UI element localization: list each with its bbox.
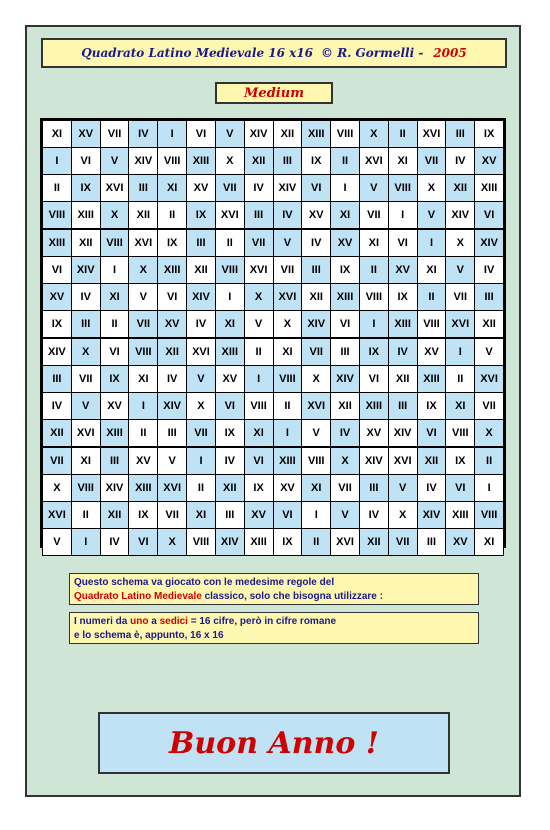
grid-cell: XIII (359, 393, 388, 420)
grid-cell: XVI (302, 393, 331, 420)
grid-cell: II (129, 420, 158, 448)
grid-cell: XIII (417, 366, 446, 393)
grid-cell: X (244, 284, 273, 311)
grid-cell: XVI (158, 475, 187, 502)
grid-cell: X (475, 420, 504, 448)
grid-cell: III (158, 420, 187, 448)
grid-cell: V (187, 366, 216, 393)
grid-cell: V (244, 311, 273, 339)
grid-cell: VII (417, 148, 446, 175)
grid-cell: XV (331, 229, 360, 257)
grid-cell: X (273, 311, 302, 339)
grid-table (42, 120, 504, 556)
grid-cell: I (215, 284, 244, 311)
grid-cell: III (417, 529, 446, 556)
grid-cell: XI (187, 502, 216, 529)
grid-cell: XVI (71, 420, 100, 448)
grid-cell: XIV (43, 338, 72, 366)
grid-cell: XIV (331, 366, 360, 393)
grid-cell: XVI (100, 175, 129, 202)
grid-cell: IX (129, 502, 158, 529)
grid-cell: IV (273, 202, 302, 230)
grid-cell: VII (71, 366, 100, 393)
grid-row (43, 148, 504, 175)
grid-cell: VI (129, 529, 158, 556)
grid-cell: V (129, 284, 158, 311)
grid-cell: II (417, 284, 446, 311)
grid-cell: XIV (187, 284, 216, 311)
grid-cell: XVI (446, 311, 475, 339)
grid-cell: I (359, 311, 388, 339)
grid-cell: IV (244, 175, 273, 202)
grid-cell: VIII (273, 366, 302, 393)
grid-cell: XV (215, 366, 244, 393)
grid-cell: XVI (187, 338, 216, 366)
grid-cell: IV (359, 502, 388, 529)
grid-cell: XI (244, 420, 273, 448)
grid-cell: VI (100, 338, 129, 366)
grid-cell: I (417, 229, 446, 257)
grid-cell: III (244, 202, 273, 230)
grid-cell: IX (215, 420, 244, 448)
grid-cell: VIII (388, 175, 417, 202)
grid-cell: XII (331, 393, 360, 420)
grid-cell: XV (273, 475, 302, 502)
grid-cell: XII (388, 366, 417, 393)
grid-cell: XVI (129, 229, 158, 257)
grid-cell: VIII (359, 284, 388, 311)
grid-cell: XI (100, 284, 129, 311)
grid-cell: III (215, 502, 244, 529)
latin-square-grid (40, 118, 506, 548)
grid-cell: VII (43, 447, 72, 475)
grid-cell: V (43, 529, 72, 556)
grid-cell: II (158, 202, 187, 230)
grid-cell: VI (158, 284, 187, 311)
grid-cell: XV (388, 257, 417, 284)
grid-cell: VII (100, 121, 129, 148)
grid-cell: VIII (100, 229, 129, 257)
grid-cell: VI (331, 311, 360, 339)
grid-cell: X (215, 148, 244, 175)
word-uno: uno (130, 616, 149, 627)
grid-cell: XIII (244, 529, 273, 556)
grid-cell: I (43, 148, 72, 175)
grid-cell: XI (158, 175, 187, 202)
numbers-text-c: = 16 cifre, però in cifre romane (187, 616, 337, 627)
grid-row (43, 257, 504, 284)
grid-cell: XV (359, 420, 388, 448)
grid-cell: XV (43, 284, 72, 311)
grid-cell: II (244, 338, 273, 366)
grid-cell: X (71, 338, 100, 366)
grid-cell: IX (446, 447, 475, 475)
grid-cell: VII (158, 502, 187, 529)
grid-cell: XI (359, 229, 388, 257)
grid-cell: XV (187, 175, 216, 202)
grid-cell: I (388, 202, 417, 230)
numbers-line-1 (74, 615, 474, 629)
grid-cell: IV (331, 420, 360, 448)
grid-cell: V (215, 121, 244, 148)
grid-cell: XI (302, 475, 331, 502)
grid-cell: III (187, 229, 216, 257)
grid-cell: X (417, 175, 446, 202)
grid-row (43, 338, 504, 366)
grid-cell: XII (100, 502, 129, 529)
grid-cell: XVI (273, 284, 302, 311)
grid-cell: IX (417, 393, 446, 420)
grid-cell: VII (475, 393, 504, 420)
grid-cell: I (100, 257, 129, 284)
title-banner (41, 38, 507, 68)
grid-cell: IV (388, 338, 417, 366)
grid-cell: XVI (215, 202, 244, 230)
greeting-banner (98, 712, 450, 774)
grid-cell: XVI (331, 529, 360, 556)
grid-cell: X (388, 502, 417, 529)
grid-cell: III (446, 121, 475, 148)
grid-row (43, 202, 504, 230)
grid-cell: VII (359, 202, 388, 230)
grid-cell: I (244, 366, 273, 393)
grid-cell: IV (43, 393, 72, 420)
grid-cell: III (388, 393, 417, 420)
grid-cell: IX (475, 121, 504, 148)
grid-cell: X (43, 475, 72, 502)
grid-cell: IV (302, 229, 331, 257)
grid-cell: VIII (129, 338, 158, 366)
grid-cell: XVI (417, 121, 446, 148)
grid-cell: III (331, 338, 360, 366)
grid-cell: IV (187, 311, 216, 339)
grid-cell: VIII (417, 311, 446, 339)
grid-cell: XII (215, 475, 244, 502)
grid-cell: VI (71, 148, 100, 175)
grid-cell: XI (475, 529, 504, 556)
grid-cell: XIV (359, 447, 388, 475)
grid-cell: XIV (244, 121, 273, 148)
grid-cell: XIV (388, 420, 417, 448)
grid-cell: XV (100, 393, 129, 420)
grid-row (43, 475, 504, 502)
grid-cell: IX (359, 338, 388, 366)
grid-cell: IX (71, 175, 100, 202)
rules-line-2-rest: classico, solo che bisogna utilizzare : (201, 591, 383, 602)
grid-cell: III (100, 447, 129, 475)
grid-cell: VII (187, 420, 216, 448)
grid-cell: II (273, 393, 302, 420)
grid-cell: VI (388, 229, 417, 257)
grid-cell: III (129, 175, 158, 202)
grid-cell: XV (446, 529, 475, 556)
grid-cell: XIV (100, 475, 129, 502)
grid-cell: II (100, 311, 129, 339)
grid-cell: XVI (359, 148, 388, 175)
grid-row (43, 529, 504, 556)
grid-cell: III (71, 311, 100, 339)
year-text: 2005 (433, 46, 467, 60)
grid-cell: XIII (388, 311, 417, 339)
grid-cell: VIII (331, 121, 360, 148)
grid-cell: VII (302, 338, 331, 366)
grid-cell: I (302, 502, 331, 529)
numbers-line-2: e lo schema è, appunto, 16 x 16 (74, 630, 224, 641)
puzzle-name-highlight: Quadrato Latino Medievale (74, 591, 202, 602)
grid-cell: XIII (302, 121, 331, 148)
grid-cell: XI (388, 148, 417, 175)
grid-cell: XV (475, 148, 504, 175)
grid-cell: III (359, 475, 388, 502)
grid-cell: V (475, 338, 504, 366)
grid-cell: VII (273, 257, 302, 284)
grid-cell: XI (331, 202, 360, 230)
grid-cell: VIII (187, 529, 216, 556)
grid-row (43, 229, 504, 257)
grid-cell: XIV (71, 257, 100, 284)
grid-cell: XIV (215, 529, 244, 556)
grid-cell: VII (446, 284, 475, 311)
grid-cell: VII (331, 475, 360, 502)
grid-row (43, 366, 504, 393)
grid-cell: XI (43, 121, 72, 148)
grid-cell: VII (244, 229, 273, 257)
grid-row (43, 311, 504, 339)
grid-cell: X (129, 257, 158, 284)
grid-cell: II (446, 366, 475, 393)
grid-cell: XIV (129, 148, 158, 175)
grid-cell: I (129, 393, 158, 420)
grid-cell: XIII (475, 175, 504, 202)
grid-cell: VIII (71, 475, 100, 502)
grid-cell: XVI (43, 502, 72, 529)
grid-cell: IX (187, 202, 216, 230)
grid-cell: X (331, 447, 360, 475)
grid-cell: XIII (158, 257, 187, 284)
grid-cell: V (417, 202, 446, 230)
grid-cell: XVI (388, 447, 417, 475)
grid-cell: I (158, 121, 187, 148)
grid-cell: VIII (302, 447, 331, 475)
grid-cell: VI (187, 121, 216, 148)
grid-cell: XII (446, 175, 475, 202)
grid-cell: VI (359, 366, 388, 393)
grid-cell: III (273, 148, 302, 175)
word-sedici: sedici (159, 616, 188, 627)
grid-cell: II (388, 121, 417, 148)
grid-cell: XII (475, 311, 504, 339)
grid-cell: XIII (100, 420, 129, 448)
grid-row (43, 502, 504, 529)
grid-cell: X (187, 393, 216, 420)
rules-line-1: Questo schema va giocato con le medesime regole del (74, 577, 335, 588)
grid-cell: V (100, 148, 129, 175)
grid-cell: V (302, 420, 331, 448)
grid-row (43, 121, 504, 148)
grid-cell: XIII (331, 284, 360, 311)
grid-cell: XV (417, 338, 446, 366)
grid-cell: I (446, 338, 475, 366)
grid-cell: I (331, 175, 360, 202)
numbers-text-b: a (148, 616, 160, 627)
grid-cell: IV (475, 257, 504, 284)
grid-cell: XIV (417, 502, 446, 529)
grid-cell: XII (43, 420, 72, 448)
grid-cell: XIV (446, 202, 475, 230)
grid-cell: VIII (215, 257, 244, 284)
grid-cell: IX (158, 229, 187, 257)
grid-cell: II (215, 229, 244, 257)
grid-row (43, 284, 504, 311)
grid-cell: XV (158, 311, 187, 339)
grid-cell: XI (417, 257, 446, 284)
grid-cell: IV (158, 366, 187, 393)
grid-cell: XIII (43, 229, 72, 257)
grid-cell: II (359, 257, 388, 284)
grid-cell: V (273, 229, 302, 257)
grid-cell: V (446, 257, 475, 284)
grid-cell: VIII (446, 420, 475, 448)
grid-cell: XIV (302, 311, 331, 339)
grid-cell: VI (302, 175, 331, 202)
grid-cell: XIII (187, 148, 216, 175)
grid-cell: VIII (475, 502, 504, 529)
grid-cell: VI (475, 202, 504, 230)
grid-cell: II (475, 447, 504, 475)
grid-row (43, 393, 504, 420)
grid-row (43, 447, 504, 475)
grid-cell: XII (129, 202, 158, 230)
grid-cell: IX (331, 257, 360, 284)
grid-cell: V (331, 502, 360, 529)
grid-cell: V (71, 393, 100, 420)
grid-cell: VI (446, 475, 475, 502)
grid-cell: XII (417, 447, 446, 475)
grid-cell: IX (43, 311, 72, 339)
grid-cell: XII (244, 148, 273, 175)
grid-cell: VII (129, 311, 158, 339)
grid-cell: XI (215, 311, 244, 339)
grid-cell: III (43, 366, 72, 393)
numbers-text-a: I numeri da (74, 616, 131, 627)
grid-cell: XII (273, 121, 302, 148)
numbers-note (69, 612, 479, 644)
grid-cell: VIII (158, 148, 187, 175)
grid-cell: X (446, 229, 475, 257)
grid-cell: IV (100, 529, 129, 556)
grid-cell: XII (302, 284, 331, 311)
grid-cell: VIII (244, 393, 273, 420)
grid-cell: I (273, 420, 302, 448)
puzzle-title: Quadrato Latino Medievale 16 x16 (81, 46, 314, 60)
grid-cell: VI (43, 257, 72, 284)
grid-cell: VI (244, 447, 273, 475)
grid-cell: IV (71, 284, 100, 311)
grid-cell: I (187, 447, 216, 475)
grid-cell: II (302, 529, 331, 556)
grid-cell: XII (187, 257, 216, 284)
grid-cell: V (359, 175, 388, 202)
grid-cell: II (331, 148, 360, 175)
grid-cell: XVI (475, 366, 504, 393)
grid-cell: XIII (129, 475, 158, 502)
grid-cell: XII (359, 529, 388, 556)
grid-cell: XI (71, 447, 100, 475)
grid-cell: IX (302, 148, 331, 175)
grid-cell: X (359, 121, 388, 148)
grid-cell: IX (273, 529, 302, 556)
grid-cell: I (475, 475, 504, 502)
grid-cell: X (302, 366, 331, 393)
grid-cell: I (71, 529, 100, 556)
grid-cell: IV (446, 148, 475, 175)
grid-cell: VIII (43, 202, 72, 230)
grid-cell: XI (273, 338, 302, 366)
grid-cell: VI (417, 420, 446, 448)
grid-cell: XVI (244, 257, 273, 284)
grid-cell: XI (446, 393, 475, 420)
grid-cell: V (158, 447, 187, 475)
grid-cell: X (158, 529, 187, 556)
grid-cell: XIII (446, 502, 475, 529)
grid-cell: VII (388, 529, 417, 556)
grid-cell: III (302, 257, 331, 284)
grid-cell: II (43, 175, 72, 202)
grid-cell: VI (273, 502, 302, 529)
grid-cell: V (388, 475, 417, 502)
grid-cell: XV (129, 447, 158, 475)
grid-cell: XV (244, 502, 273, 529)
grid-cell: IX (100, 366, 129, 393)
grid-cell: XIII (71, 202, 100, 230)
grid-cell: XV (302, 202, 331, 230)
grid-cell: XV (71, 121, 100, 148)
grid-row (43, 420, 504, 448)
grid-cell: III (475, 284, 504, 311)
grid-cell: IV (129, 121, 158, 148)
difficulty-badge: Medium (215, 82, 333, 104)
grid-cell: XII (71, 229, 100, 257)
grid-cell: XIV (475, 229, 504, 257)
grid-cell: VI (215, 393, 244, 420)
grid-cell: IX (244, 475, 273, 502)
grid-cell: XII (158, 338, 187, 366)
grid-cell: II (187, 475, 216, 502)
grid-cell: IV (417, 475, 446, 502)
grid-cell: IX (388, 284, 417, 311)
rules-line-2 (74, 590, 474, 604)
grid-cell: VII (215, 175, 244, 202)
grid-cell: II (71, 502, 100, 529)
grid-cell: XIV (273, 175, 302, 202)
grid-cell: XI (129, 366, 158, 393)
grid-cell: IV (215, 447, 244, 475)
rules-note (69, 573, 479, 605)
grid-cell: XIII (273, 447, 302, 475)
copyright-text: © R. Gormelli - (321, 46, 424, 60)
grid-row (43, 175, 504, 202)
grid-cell: X (100, 202, 129, 230)
grid-cell: XIII (215, 338, 244, 366)
grid-cell: XIV (158, 393, 187, 420)
greeting-text: Buon Anno ! (169, 725, 379, 761)
